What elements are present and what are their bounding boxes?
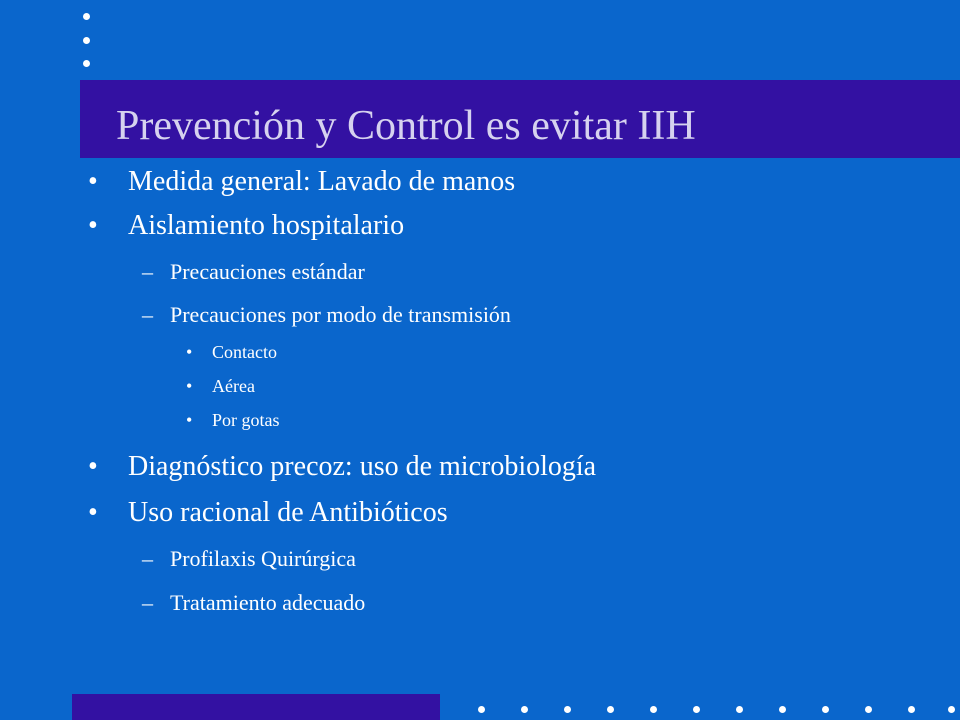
bullet-item <box>88 210 405 242</box>
dot <box>564 706 571 713</box>
bullet-text: Tratamiento adecuado <box>170 590 366 615</box>
sub-bullet-item <box>142 259 365 285</box>
bullet-marker: • <box>88 497 98 528</box>
dot <box>948 706 955 713</box>
sub-bullet-item <box>142 546 356 572</box>
dot <box>822 706 829 713</box>
bullet-marker: • <box>88 210 98 241</box>
dot <box>779 706 786 713</box>
sub-sub-bullet-item <box>186 410 280 431</box>
dot <box>865 706 872 713</box>
bullet-text: Uso racional de Antibióticos <box>128 497 448 528</box>
dash-marker: – <box>142 546 153 571</box>
dash-marker: – <box>142 302 153 327</box>
dot <box>650 706 657 713</box>
bullet-text: Contacto <box>212 342 277 362</box>
sub-sub-bullet-item <box>186 342 277 363</box>
dash-marker: – <box>142 259 153 284</box>
bottom-bar <box>72 694 440 720</box>
slide-title: Prevención y Control es evitar IIH <box>116 103 696 149</box>
bullet-text: Diagnóstico precoz: uso de microbiología <box>128 451 597 482</box>
sub-bullet-item <box>142 590 366 616</box>
dot <box>693 706 700 713</box>
bullet-item <box>88 451 597 483</box>
dot <box>607 706 614 713</box>
bullet-marker: • <box>186 376 193 396</box>
bullet-marker: • <box>88 166 98 197</box>
bullet-text: Precauciones estándar <box>170 259 365 284</box>
bullet-text: Aislamiento hospitalario <box>128 210 405 241</box>
sub-sub-bullet-item <box>186 376 255 397</box>
bullet-item <box>88 497 448 529</box>
bullet-text: Profilaxis Quirúrgica <box>170 546 356 571</box>
bullet-item <box>88 166 516 198</box>
dot <box>736 706 743 713</box>
dot <box>521 706 528 713</box>
bullet-text: Aérea <box>212 376 255 396</box>
bullet-marker: • <box>186 342 193 362</box>
bullet-marker: • <box>88 451 98 482</box>
sub-bullet-item <box>142 302 511 328</box>
dot <box>478 706 485 713</box>
dot <box>908 706 915 713</box>
bullet-text: Medida general: Lavado de manos <box>128 166 516 197</box>
bullet-text: Por gotas <box>212 410 280 430</box>
bullet-marker: • <box>186 410 193 430</box>
dash-marker: – <box>142 590 153 615</box>
bullet-text: Precauciones por modo de transmisión <box>170 302 511 327</box>
